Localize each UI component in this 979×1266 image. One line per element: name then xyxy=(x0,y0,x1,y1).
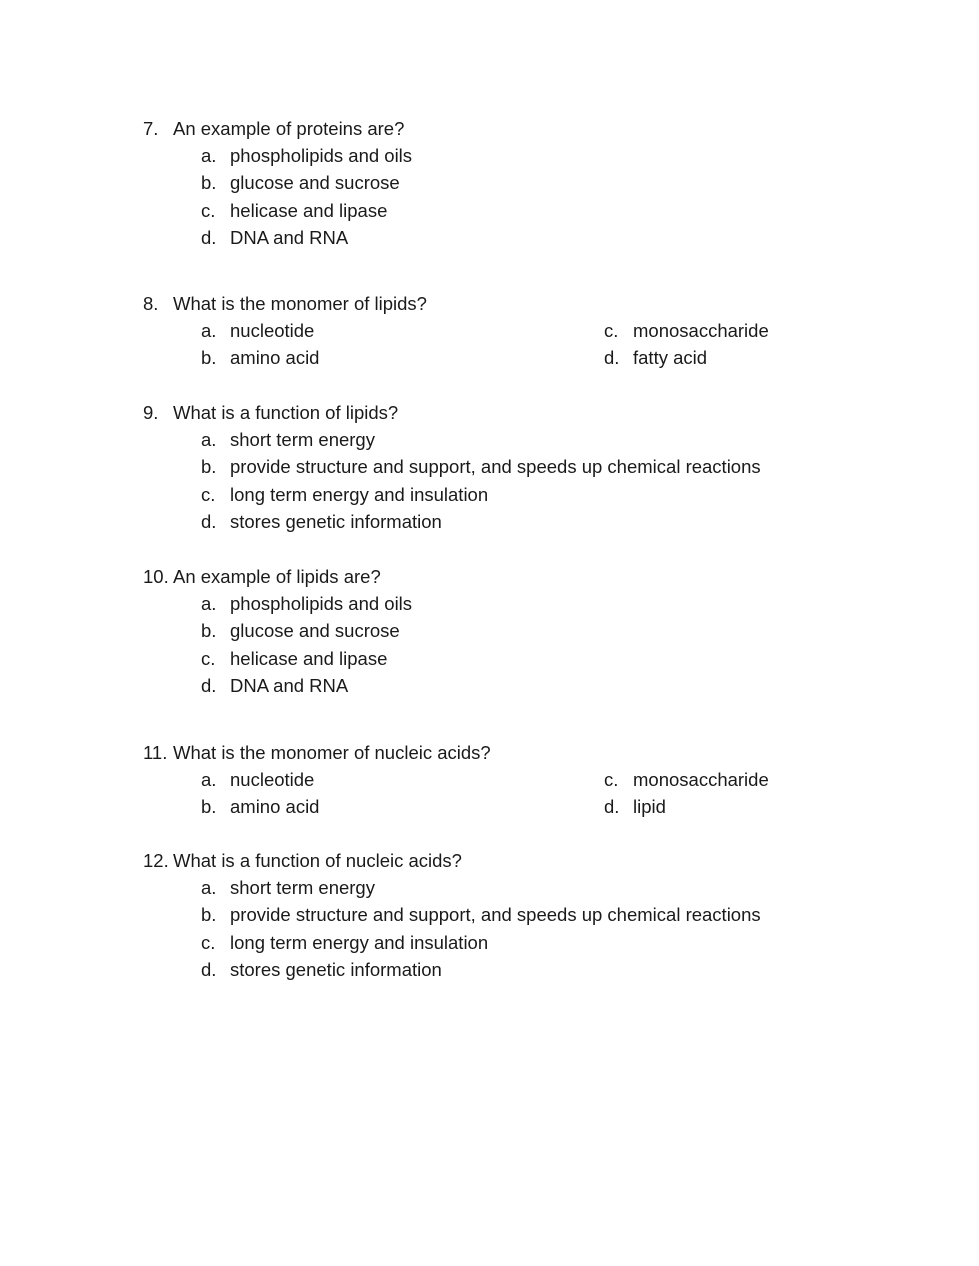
question-number: 12. xyxy=(143,850,169,871)
option-letter: d. xyxy=(201,511,217,533)
question-number: 11. xyxy=(143,742,168,763)
option-text: glucose and sucrose xyxy=(230,620,400,642)
option-letter: d. xyxy=(201,675,217,697)
option-text: DNA and RNA xyxy=(230,675,349,697)
option-letter: b. xyxy=(201,172,217,194)
question-text: An example of lipids are? xyxy=(173,566,381,587)
option-text: amino acid xyxy=(230,347,320,369)
option-text: short term energy xyxy=(230,877,375,898)
option-letter: b. xyxy=(201,904,217,926)
question-text: What is the monomer of lipids? xyxy=(173,293,427,314)
option-letter: d. xyxy=(604,347,620,369)
option-letter: b. xyxy=(201,456,217,478)
option-letter: a. xyxy=(201,429,217,450)
option-letter: a. xyxy=(201,145,217,166)
question-number: 8. xyxy=(143,293,159,314)
option-text: fatty acid xyxy=(633,347,708,369)
option-letter: c. xyxy=(201,199,216,221)
question-text: An example of proteins are? xyxy=(173,118,405,139)
option-letter: d. xyxy=(604,796,620,818)
option-text: lipid xyxy=(633,796,666,818)
question-text: What is a function of lipids? xyxy=(173,402,399,423)
option-letter: a. xyxy=(201,877,217,898)
question-number: 9. xyxy=(143,402,159,423)
option-text: monosaccharide xyxy=(633,769,769,790)
option-text: amino acid xyxy=(230,796,320,818)
option-text: helicase and lipase xyxy=(230,647,388,669)
option-text: helicase and lipase xyxy=(230,199,388,221)
option-letter: c. xyxy=(604,320,619,341)
question-number: 7. xyxy=(143,118,159,139)
option-text: stores genetic information xyxy=(230,959,442,981)
option-letter: d. xyxy=(201,227,217,249)
option-letter: c. xyxy=(201,483,216,505)
option-letter: a. xyxy=(201,769,217,790)
option-text: provide structure and support, and speeds up chemical reactions xyxy=(230,904,761,926)
option-letter: b. xyxy=(201,796,217,818)
option-text: phospholipids and oils xyxy=(230,593,413,614)
question-text: What is a function of nucleic acids? xyxy=(173,850,462,871)
option-text: provide structure and support, and speeds up chemical reactions xyxy=(230,456,761,478)
option-letter: b. xyxy=(201,347,217,369)
option-text: long term energy and insulation xyxy=(230,931,489,953)
option-letter: b. xyxy=(201,620,217,642)
option-text: nucleotide xyxy=(230,320,315,341)
option-letter: a. xyxy=(201,593,217,614)
option-text: phospholipids and oils xyxy=(230,145,413,166)
option-letter: c. xyxy=(201,931,216,953)
option-text: long term energy and insulation xyxy=(230,483,489,505)
option-letter: c. xyxy=(604,769,619,790)
question-number: 10. xyxy=(143,566,169,587)
question-text: What is the monomer of nucleic acids? xyxy=(173,742,491,763)
option-text: stores genetic information xyxy=(230,511,442,533)
option-letter: d. xyxy=(201,959,217,981)
option-text: monosaccharide xyxy=(633,320,769,341)
option-text: short term energy xyxy=(230,429,375,450)
option-text: DNA and RNA xyxy=(230,227,349,249)
option-letter: c. xyxy=(201,647,216,669)
option-letter: a. xyxy=(201,320,217,341)
option-text: glucose and sucrose xyxy=(230,172,400,194)
option-text: nucleotide xyxy=(230,769,315,790)
